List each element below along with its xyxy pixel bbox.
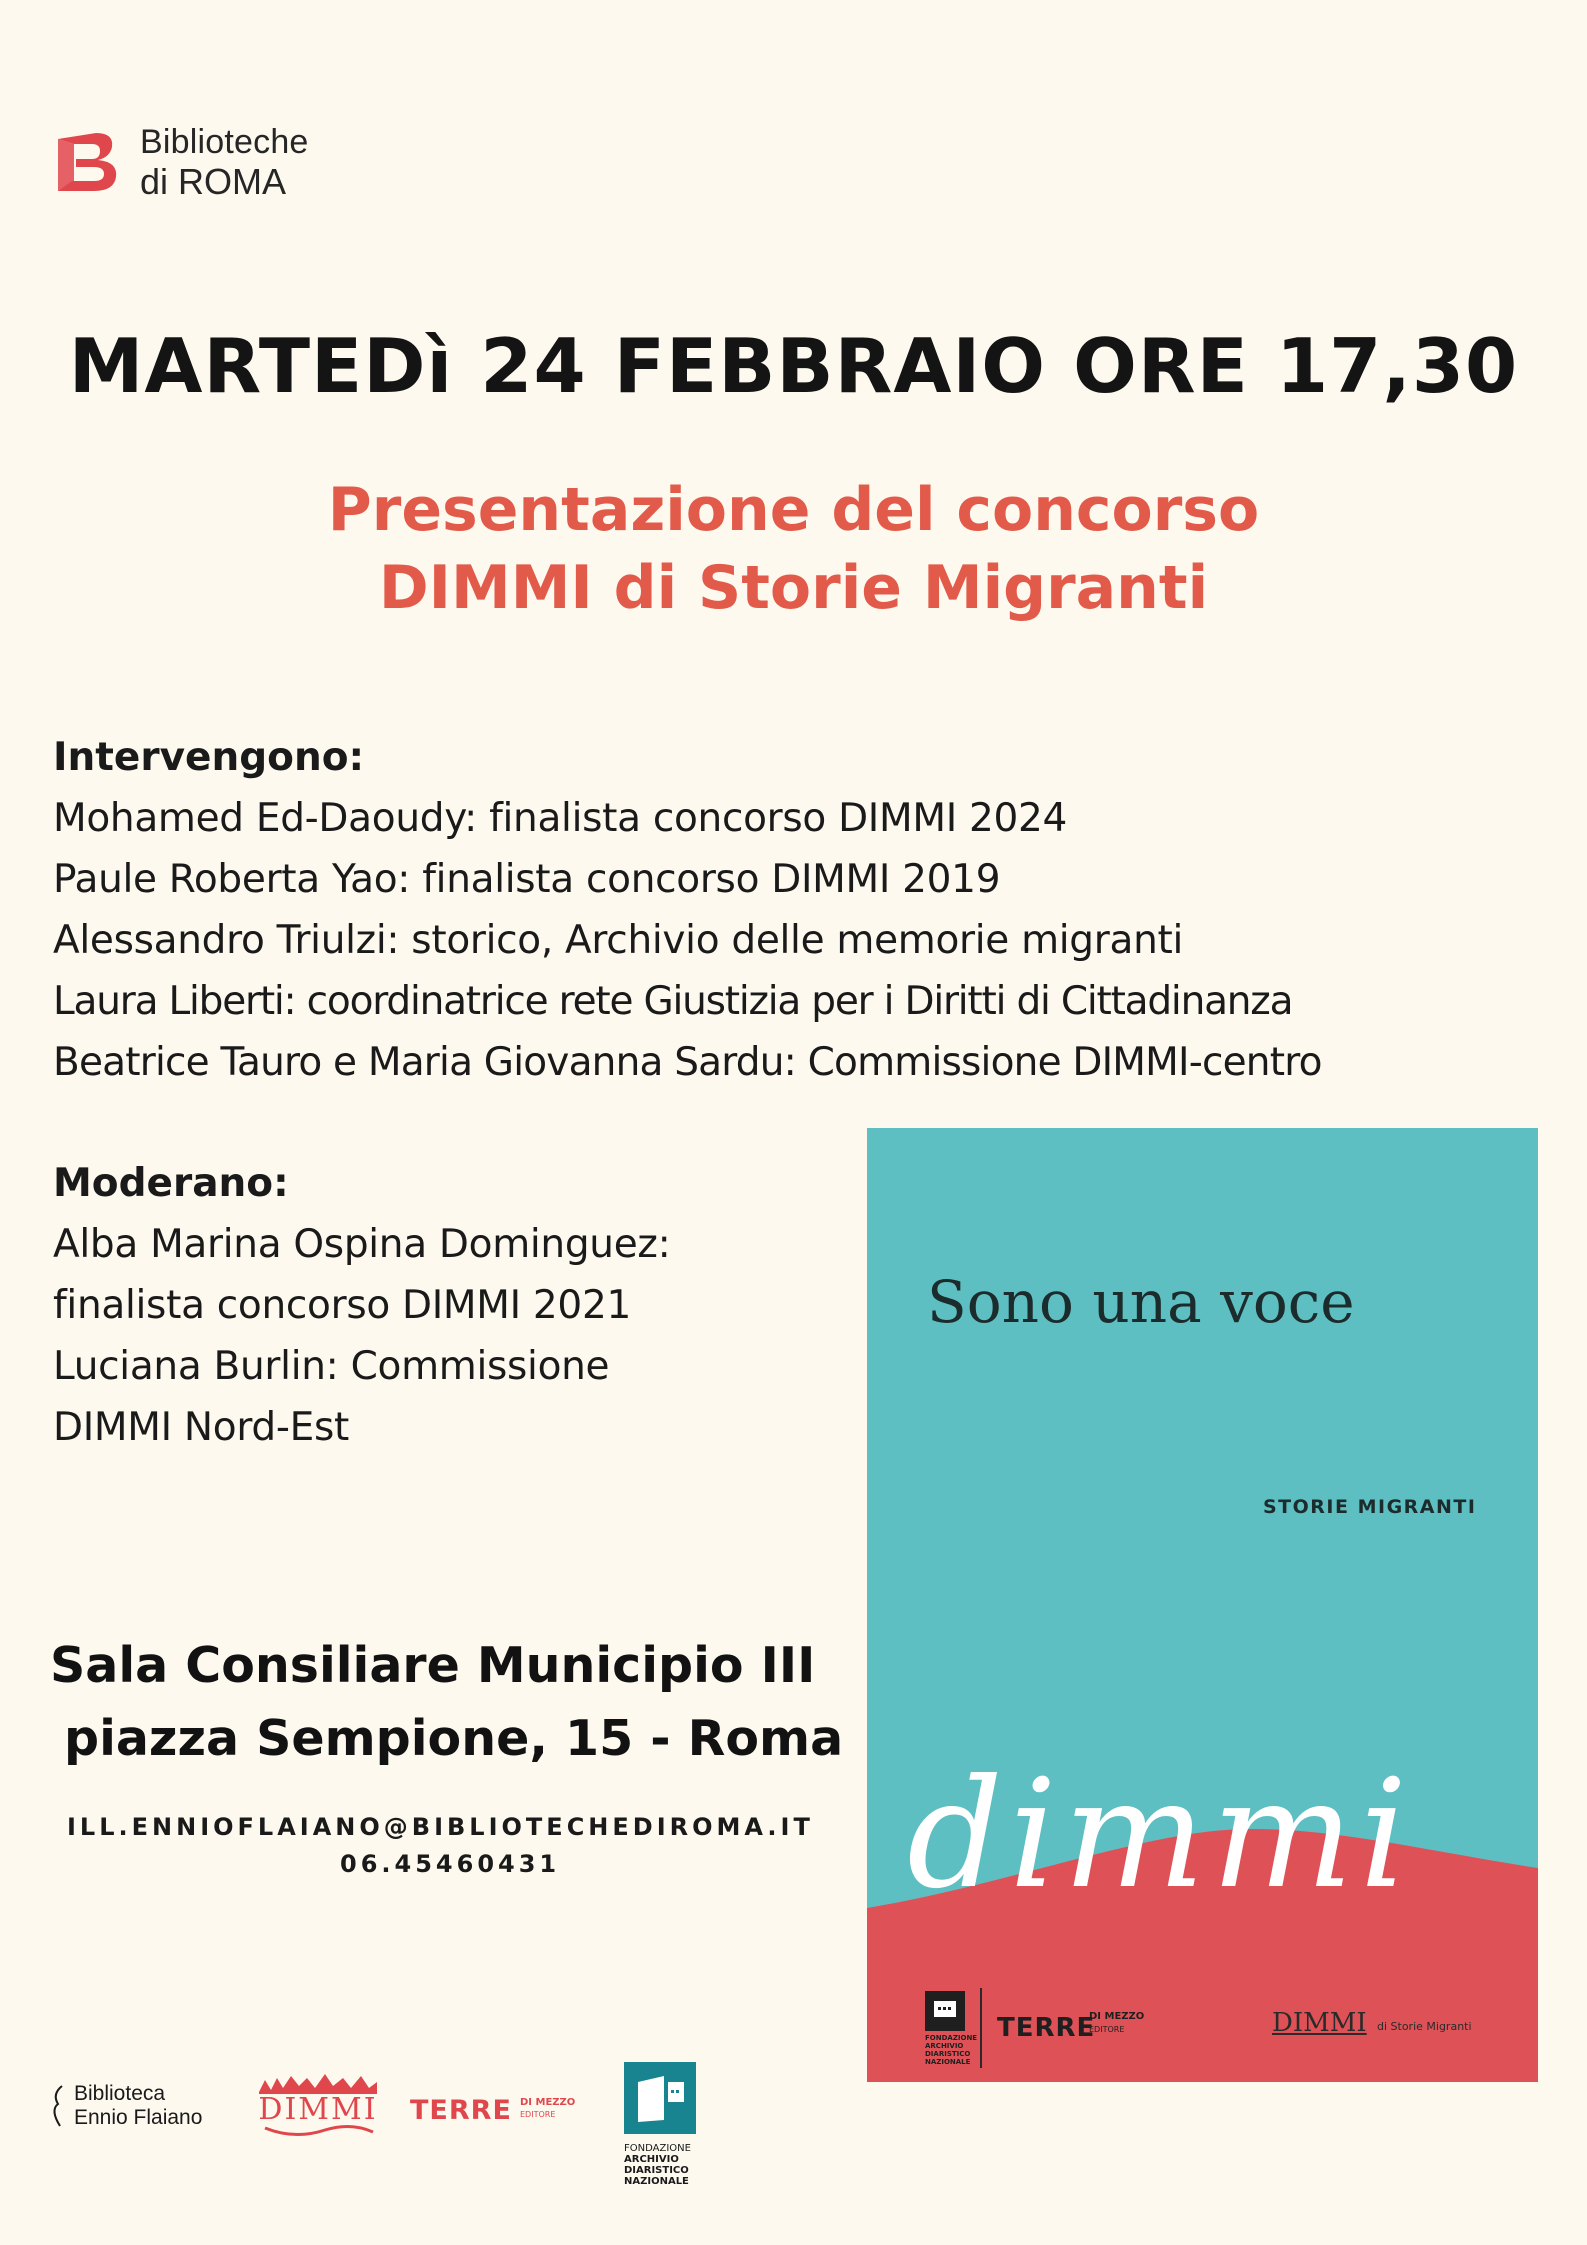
cover-terre-editore: EDITORE xyxy=(1089,2025,1125,2034)
cover-terre-small: DI MEZZO xyxy=(1089,2011,1145,2022)
cover-dimmi-sub: di Storie Migranti xyxy=(1377,2020,1472,2033)
archivio-logo-icon xyxy=(925,1991,965,2031)
moderators-heading: Moderano: xyxy=(53,1161,289,1206)
terre-editore-label: EDITORE xyxy=(520,2110,556,2119)
speaker-item: Mohamed Ed-Daoudy: finalista concorso DIMMI 2024 xyxy=(53,796,1068,841)
book-script-dimmi: dimmi xyxy=(907,1748,1414,1922)
archivio-line: DIARISTICO xyxy=(624,2165,689,2176)
cover-divider xyxy=(980,1988,982,2068)
archivio-line: ARCHIVIO xyxy=(624,2154,679,2165)
terre-label: TERRE xyxy=(410,2095,512,2126)
event-title-line-2: DIMMI di Storie Migranti xyxy=(378,553,1209,623)
biblioteche-di-roma-logo xyxy=(52,122,309,202)
dimmi-logo xyxy=(255,2070,381,2147)
event-title-line-1: Presentazione del concorso xyxy=(327,475,1260,545)
contact-phone: 06.45460431 xyxy=(340,1850,561,1878)
event-date-time: MARTEDì 24 FEBBRAIO ORE 17,30 xyxy=(68,322,1519,410)
moderator-line: Alba Marina Ospina Dominguez: xyxy=(53,1222,671,1267)
cover-dimmi-label: DIMMI xyxy=(1272,2008,1367,2038)
book-title: Sono una voce xyxy=(927,1268,1355,1336)
flaiano-line-2: Ennio Flaiano xyxy=(74,2106,203,2129)
cover-archivio-line: DIARISTICO xyxy=(925,2050,971,2058)
terre-small-label: DI MEZZO xyxy=(520,2097,576,2108)
flaiano-line-1: Biblioteca xyxy=(74,2082,166,2105)
dimmi-logo-label: DIMMI xyxy=(258,2092,378,2127)
archivio-logo-icon xyxy=(624,2062,696,2134)
logo-line-2: di ROMA xyxy=(140,161,287,202)
logo-line-1: Biblioteche xyxy=(140,123,309,161)
moderator-line: DIMMI Nord-Est xyxy=(53,1405,349,1450)
cover-terre-label: TERRE xyxy=(997,2013,1096,2043)
moderator-line: finalista concorso DIMMI 2021 xyxy=(53,1283,631,1328)
venue-line-1: Sala Consiliare Municipio III xyxy=(50,1637,816,1694)
speakers-heading: Intervengono: xyxy=(53,735,365,780)
speaker-item: Paule Roberta Yao: finalista concorso DIMMI 2019 xyxy=(53,857,1001,902)
speaker-item: Beatrice Tauro e Maria Giovanna Sardu: Commissione DIMMI-centro xyxy=(53,1040,1322,1085)
archivio-line: NAZIONALE xyxy=(624,2176,689,2187)
biblioteca-ennio-flaiano-logo xyxy=(48,2082,202,2130)
venue-line-2: piazza Sempione, 15 - Roma xyxy=(64,1710,844,1767)
biblioteche-di-roma-logo-icon xyxy=(52,129,130,195)
archivio-diaristico-logo xyxy=(624,2062,696,2187)
moderator-line: Luciana Burlin: Commissione xyxy=(53,1344,610,1389)
flaiano-logo-icon xyxy=(48,2084,66,2128)
speaker-item: Alessandro Triulzi: storico, Archivio delle memorie migranti xyxy=(53,918,1184,963)
book-subtitle: STORIE MIGRANTI xyxy=(1263,1496,1477,1518)
contact-email: ILL.ENNIOFLAIANO@BIBLIOTECHEDIROMA.IT xyxy=(67,1813,814,1841)
cover-archivio-line: FONDAZIONE xyxy=(925,2034,978,2042)
cover-archivio-line: NAZIONALE xyxy=(925,2058,971,2066)
archivio-line: FONDAZIONE xyxy=(624,2143,691,2154)
cover-archivio-line: ARCHIVIO xyxy=(925,2042,964,2050)
speaker-item: Laura Liberti: coordinatrice rete Giustizia per i Diritti di Cittadinanza xyxy=(53,979,1293,1024)
book-cover-image xyxy=(867,1128,1538,2082)
